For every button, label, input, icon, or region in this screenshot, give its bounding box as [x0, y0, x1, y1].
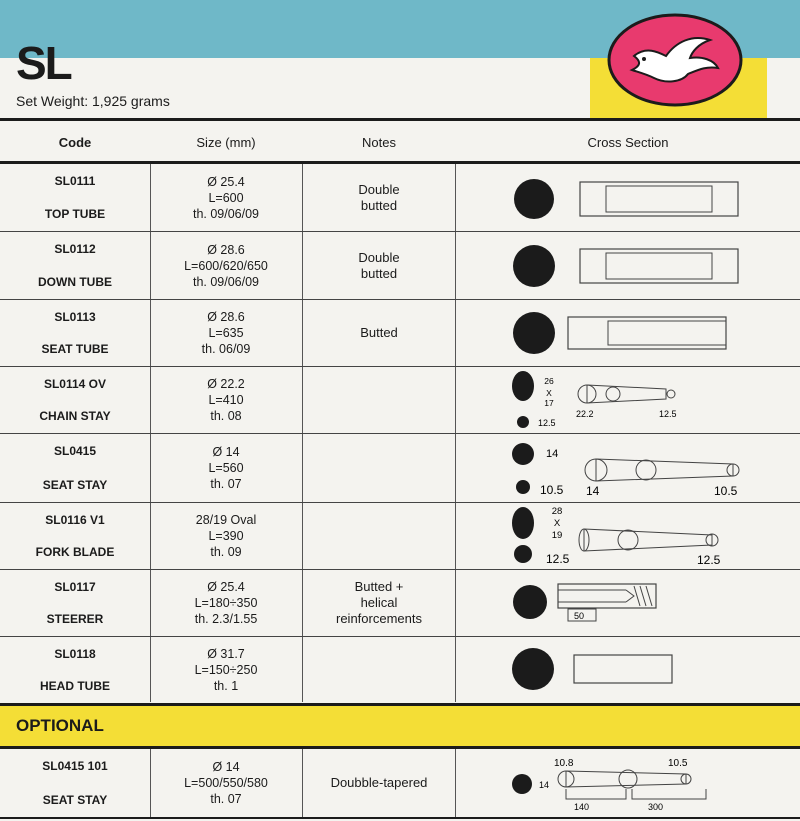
tube-outline [580, 249, 738, 283]
section-dot [512, 648, 554, 690]
dim-label: 17 [544, 398, 554, 408]
thickness: th. 2.3/1.55 [194, 612, 258, 626]
dim-label: 19 [551, 530, 563, 541]
dim-label: 140 [574, 802, 590, 812]
length: L=390 [208, 529, 244, 543]
diameter: Ø 14 [212, 760, 240, 774]
dim-label: X [553, 518, 561, 529]
blade-outline [584, 529, 712, 551]
part-name: HEAD TUBE [39, 679, 110, 693]
part-code: SL0111 [54, 174, 96, 188]
part-code: SL0117 [54, 580, 96, 594]
dim-label: 300 [648, 802, 664, 812]
note-line: butted [360, 265, 398, 281]
dim-label: 22.2 [576, 409, 594, 419]
optional-heading: OPTIONAL [16, 716, 104, 735]
part-code: SL0118 [54, 647, 96, 661]
small-section [517, 416, 529, 428]
oval-section [512, 507, 534, 539]
end-circle [618, 530, 638, 550]
header-rule [0, 118, 800, 121]
part-name: SEAT STAY [42, 793, 108, 807]
length-bracket [632, 789, 706, 799]
butted-section [606, 253, 712, 279]
small-section [516, 480, 530, 494]
tube-outline [574, 655, 672, 683]
oval-section [512, 371, 534, 401]
dim-label: 50 [574, 611, 585, 621]
note-line: Double [358, 181, 400, 197]
cross-section-diagram [456, 503, 800, 569]
small-section [514, 545, 532, 563]
length: L=600/620/650 [184, 258, 268, 273]
note-line: Double [358, 249, 400, 265]
tube-outline [568, 317, 726, 349]
dim-label: 12.5 [538, 418, 556, 428]
part-code: SL0112 [54, 242, 96, 256]
length: L=500/550/580 [184, 776, 268, 790]
length-bracket [566, 789, 626, 799]
thickness: th. 08 [210, 409, 242, 423]
part-code: SL0415 [53, 444, 97, 458]
table-row [0, 164, 800, 231]
length: L=635 [208, 326, 244, 340]
steerer-outline [558, 584, 656, 608]
length: L=560 [208, 461, 244, 475]
cross-section-diagram [456, 749, 800, 817]
section-dot [513, 585, 547, 619]
diameter: Ø 31.7 [207, 647, 245, 661]
table-row [0, 232, 800, 299]
part-code: SL0113 [54, 310, 96, 324]
section-dot [513, 245, 555, 287]
end-circle [636, 460, 656, 480]
dim-label: 28 [551, 506, 563, 517]
col-cross-header: Cross Section [587, 134, 669, 150]
dove-logo [606, 12, 744, 108]
dim-label: 14 [539, 780, 550, 790]
note-line: Doubble-tapered [330, 775, 428, 790]
note-line: Butted [360, 325, 398, 340]
part-code: SL0114 OV [43, 377, 107, 391]
col-notes-header: Notes [362, 134, 396, 150]
table-row [0, 749, 800, 817]
diameter: Ø 28.6 [207, 310, 245, 324]
table-row [0, 367, 800, 433]
end-circle [667, 390, 675, 398]
end-circle [606, 387, 620, 401]
dim-label: 26 [544, 376, 554, 386]
part-code: SL0415 101 [42, 759, 108, 773]
dim-label: 14 [546, 448, 559, 460]
thickness: th. 07 [210, 792, 242, 806]
note-line: reinforcements [336, 611, 422, 626]
dim-label: 12.5 [659, 409, 677, 419]
part-name: TOP TUBE [44, 207, 106, 221]
part-name: STEERER [46, 612, 104, 626]
note-line: Butted + [354, 579, 404, 594]
butted-section [608, 321, 726, 345]
length: L=150÷250 [194, 663, 258, 677]
cross-section-diagram [456, 367, 800, 433]
cross-section-diagram [456, 434, 800, 502]
helical-lines [634, 586, 652, 606]
col-code-header: Code [58, 134, 92, 150]
dim-label: 10.5 [668, 758, 688, 769]
part-code: SL0116 V1 [45, 513, 105, 527]
table-row [0, 570, 800, 636]
length: L=180÷350 [194, 596, 258, 610]
col-size-header: Size (mm) [196, 134, 256, 150]
thickness: th. 09/06/09 [192, 274, 260, 289]
thickness: th. 09/06/09 [192, 206, 260, 221]
part-name: SEAT STAY [42, 478, 108, 492]
dim-label: X [546, 388, 552, 398]
length: L=600 [208, 190, 244, 205]
diameter: Ø 25.4 [207, 174, 245, 189]
cross-section-diagram [456, 570, 800, 636]
section-dot [512, 443, 534, 465]
diameter: 28/19 Oval [195, 513, 257, 527]
dim-label: 12.5 [697, 553, 721, 567]
thickness: th. 1 [213, 679, 239, 693]
set-weight: Set Weight: 1,925 grams [16, 93, 170, 109]
table-row [0, 637, 800, 703]
stay-outline [596, 459, 733, 481]
page-title: SL [16, 37, 71, 89]
dim-label: 10.5 [540, 483, 564, 497]
diameter: Ø 28.6 [207, 242, 245, 257]
cross-section-diagram [456, 637, 800, 703]
table-row [0, 434, 800, 502]
section-dot [514, 179, 554, 219]
part-name: SEAT TUBE [41, 342, 109, 356]
diameter: Ø 25.4 [207, 580, 245, 594]
cross-section-diagram [456, 232, 800, 299]
part-name: CHAIN STAY [39, 409, 111, 423]
taper-line [626, 590, 634, 602]
butted-section [606, 186, 712, 212]
diameter: Ø 22.2 [207, 377, 245, 391]
stay-outline [587, 385, 666, 403]
thickness: th. 09 [210, 545, 242, 559]
dim-label: 10.8 [554, 758, 574, 769]
optional-band [0, 706, 800, 746]
cross-section-diagram [456, 300, 800, 366]
part-name: FORK BLADE [35, 545, 115, 559]
table-row [0, 503, 800, 569]
thickness: th. 07 [210, 477, 242, 491]
table-row [0, 300, 800, 366]
section-dot [513, 312, 555, 354]
tube-outline [580, 182, 738, 216]
thickness: th. 06/09 [201, 342, 251, 356]
length: L=410 [208, 393, 244, 407]
note-line: butted [360, 197, 398, 213]
bottom-rule [0, 817, 800, 819]
dim-label: 12.5 [546, 552, 570, 566]
stay-outline [566, 771, 686, 787]
part-name: DOWN TUBE [38, 275, 112, 289]
note-line: helical [360, 595, 398, 610]
dim-label: 10.5 [714, 484, 738, 498]
diameter: Ø 14 [212, 445, 240, 459]
dim-label: 14 [586, 484, 600, 498]
cross-section-diagram [456, 164, 800, 231]
section-dot [512, 774, 532, 794]
